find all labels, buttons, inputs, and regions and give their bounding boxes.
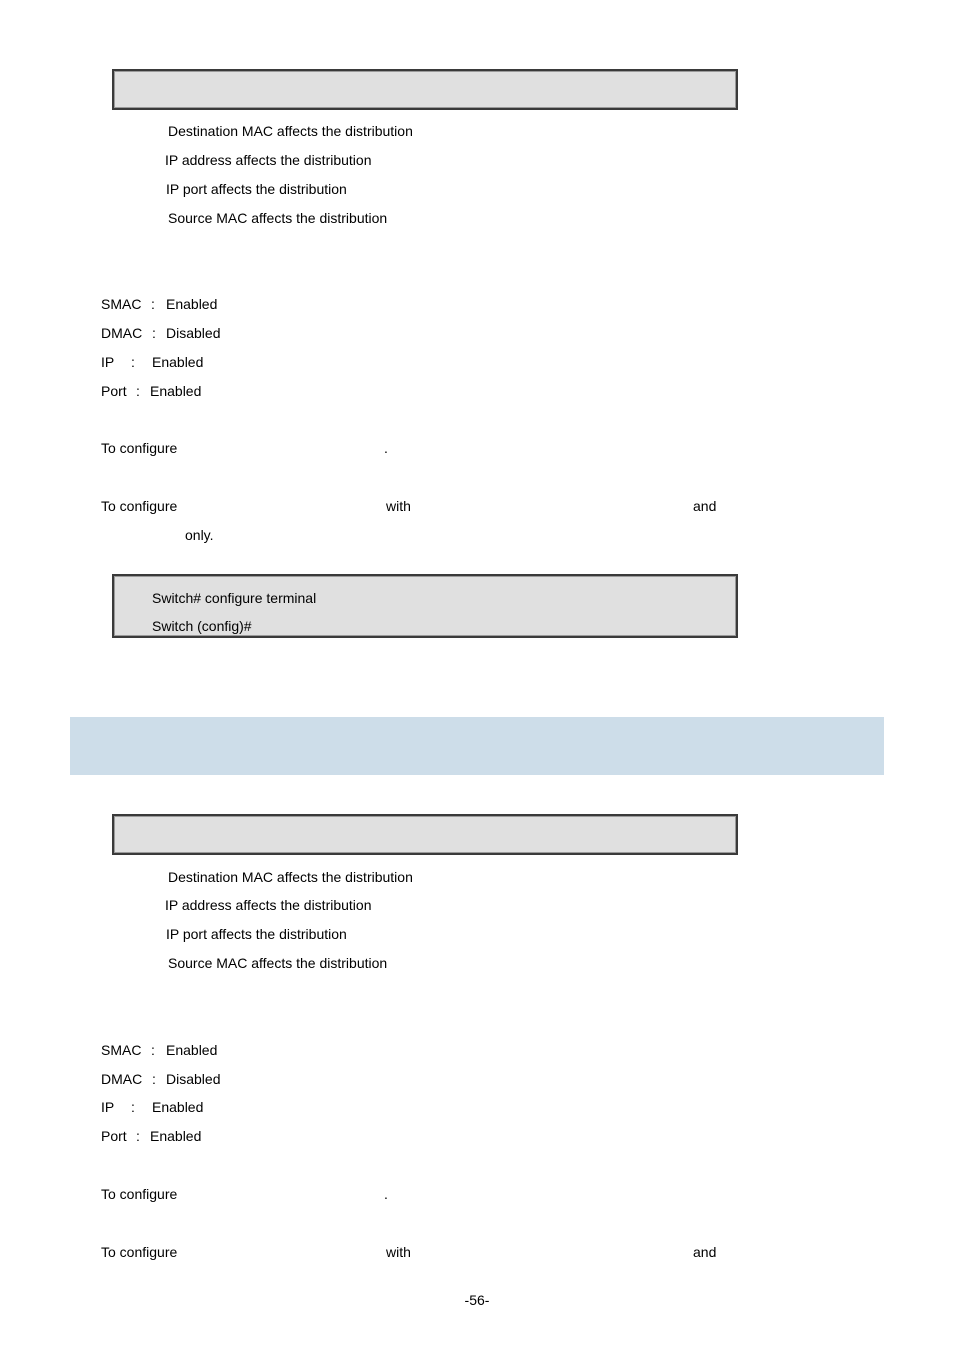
- default-value: Disabled: [166, 325, 221, 341]
- usage-lead: To configure: [101, 1244, 178, 1260]
- command-syntax-box: [112, 69, 738, 110]
- usage-with: with: [386, 498, 411, 514]
- parameter-port: IP port affects the distribution: [166, 926, 347, 942]
- usage-and: and: [693, 498, 717, 514]
- default-sep: :: [152, 325, 156, 341]
- default-key: DMAC: [101, 325, 143, 341]
- usage-tail: .: [384, 1186, 388, 1202]
- usage-lead: To configure: [101, 440, 178, 456]
- default-sep: :: [151, 1042, 155, 1058]
- default-key: DMAC: [101, 1071, 143, 1087]
- parameter-dmac: Destination MAC affects the distribution: [168, 869, 413, 885]
- usage-and: and: [693, 1244, 717, 1260]
- default-key: SMAC: [101, 1042, 142, 1058]
- default-value: Enabled: [152, 354, 204, 370]
- default-value: Disabled: [166, 1071, 221, 1087]
- page-number: -56-: [464, 1292, 490, 1308]
- default-sep: :: [136, 1128, 140, 1144]
- example-line: Switch (config)#: [152, 618, 252, 634]
- default-value: Enabled: [150, 383, 202, 399]
- parameter-dmac: Destination MAC affects the distribution: [168, 123, 413, 139]
- default-sep: :: [131, 354, 135, 370]
- default-key: IP: [101, 1099, 115, 1115]
- default-value: Enabled: [150, 1128, 202, 1144]
- usage-tail: .: [384, 440, 388, 456]
- default-key: IP: [101, 354, 115, 370]
- parameter-port: IP port affects the distribution: [166, 181, 347, 197]
- default-value: Enabled: [166, 296, 218, 312]
- default-key: Port: [101, 1128, 127, 1144]
- parameter-ip: IP address affects the distribution: [165, 897, 372, 913]
- default-key: Port: [101, 383, 127, 399]
- usage-lead: To configure: [101, 498, 178, 514]
- command-syntax-box: [112, 814, 738, 855]
- default-key: SMAC: [101, 296, 142, 312]
- example-line: Switch# configure terminal: [152, 590, 317, 606]
- default-sep: :: [151, 296, 155, 312]
- parameter-smac: Source MAC affects the distribution: [168, 955, 388, 971]
- usage-lead: To configure: [101, 1186, 178, 1202]
- default-sep: :: [131, 1099, 135, 1115]
- default-value: Enabled: [152, 1099, 204, 1115]
- default-value: Enabled: [166, 1042, 218, 1058]
- default-sep: :: [152, 1071, 156, 1087]
- parameter-smac: Source MAC affects the distribution: [168, 210, 388, 226]
- parameter-ip: IP address affects the distribution: [165, 152, 372, 168]
- usage-with: with: [386, 1244, 411, 1260]
- section-heading-band: [70, 717, 884, 775]
- default-sep: :: [136, 383, 140, 399]
- usage-only: only.: [185, 527, 214, 543]
